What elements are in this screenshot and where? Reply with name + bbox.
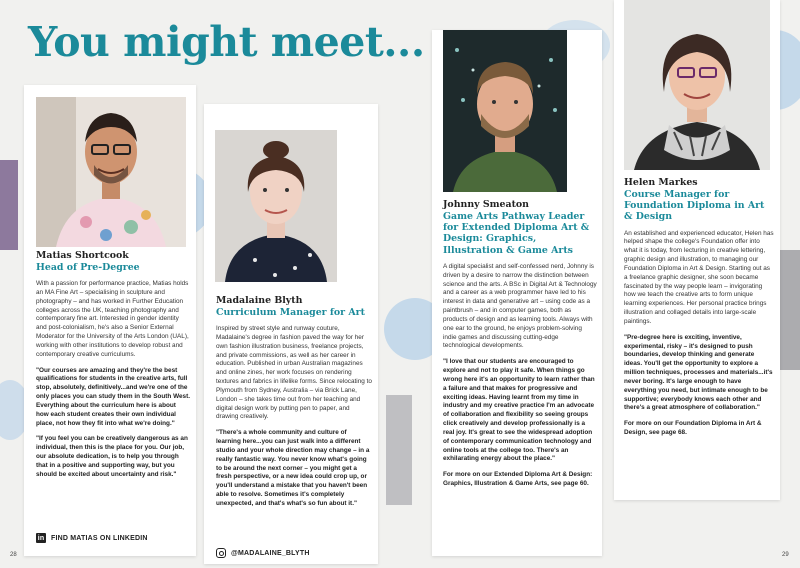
ink-scribble [386,395,412,505]
profile-card-helen [614,0,780,500]
person-role: Course Manager for Foundation Diploma in Art & Design [624,188,765,223]
profile-photo [36,97,186,247]
page-number-left: 28 [10,552,17,558]
person-bio: A digital specialist and self-confessed nerd, Johnny is driven by a desire to narrow the distinction between science and the arts. A BSc in Digital Art & Technology and a career as a web programmer have led to his interest in data and generative art – using code as a paintbrush – and in computer games, both as products of design and as learning tools. Always with one ear to the ground, he enjoys problem-solving indie games and discussing cutting-edge technological developments. [443,262,597,350]
person-bio: With a passion for performance practice, Matias holds an MA Fine Art – specialising in sculpture and photography – and has worked in Further Education colleges across the UK, teaching photography and contemporary fine art. Interested in gender identity and post-colonialism, he's also a Senior External Moderator for the University of the Arts London (UAL), working with other institutions to develop robust and contemporary creative curriculums. [36,280,189,358]
more-info-link[interactable]: For more on our Extended Diploma Art & Design: Graphics, Illustration & Game Arts, see page 60. [443,471,593,487]
instagram-link[interactable] [216,548,310,558]
linkedin-icon: in [37,534,45,542]
person-quote: "Pre-degree here is exciting, inventive, experimental, risky – it's designed to push boundaries, develop thinking and generate ideas. You'll get the opportunity to explore a million techniques, processes and materials...it's never boring. It's large enough to have everything you need, but intimate enough to be supportive; everybody knows each other and there's a great atmosphere of collaboration." [624,333,773,412]
profile-card-johnny [432,30,602,556]
person-name: Madalaine Blyth [216,295,303,306]
person-quote: "Our courses are amazing and they're the best qualifications for students in the creative arts, full stop, absolutely, definitively...and we're one of the only places you can study them in the South West. Everything about the curriculum here is about how each student creates their own individual place, not how they fit into what we're doing." [36,366,190,427]
person-quote: "I love that our students are encouraged to explore and not to play it safe. When things go wrong here it's an opportunity to learn rather than a failure and that makes for progressive and exciting ideas. Having learnt from my time in industry and my creative practice I'm an advocate of collaboration and flexibility so seeing groups click creatively and develop professionally is a real joy. It's great to see the widespread adoption of contemporary communication technology and online tools at the college too. There's an exhilarating energy about the place." [443,358,595,463]
person-role: Game Arts Pathway Leader for Extended Diploma Art & Design: Graphics, Illustration & Game Arts [443,210,590,256]
person-quote: "If you feel you can be creatively dangerous as an individual, then this is the place for you. Our job, our absolute dedication, is to help you through that in a positive and supporting way, but you should be excited about uncertainty and risk." [36,435,188,478]
person-quote: "There's a whole community and culture of learning here...you can just walk into a different studio and your whole direction may change – in a really fantastic way. You never know what's going to be around the next corner – you might get a fresh perspective, or a new idea could crop up, or you'll understand a mistake that you haven't been able to resolve. Sometimes it's completely unexpected, and that's what's so fun about it." [216,429,370,507]
person-name: Johnny Smeaton [443,199,529,210]
person-role: Head of Pre-Degree [36,261,140,273]
instagram-icon [216,548,226,558]
linkedin-link[interactable] [36,533,148,543]
page-headline: You might meet... [28,18,425,66]
social-label: FIND MATIAS ON LINKEDIN [51,534,148,542]
person-name: Matias Shortcook [36,250,129,261]
profile-photo [215,130,337,282]
portrait-illustration [443,30,567,192]
person-bio: Inspired by street style and runway couture, Madalaine's degree in fashion paved the way for her own fashion illustration business, freelance projects, and private commissions, as well as her career in education. Published in urban Australian magazines and online zines, her work focuses on rendering textures and fabrics in lifelike forms. Since relocating to Plymouth from Sydney, Australia – via Brick Lane, London – she takes time out from her teaching and digital design work by putting pen to paper, and drawing creatively. [216,325,372,421]
portrait-illustration [624,0,770,170]
profile-photo [443,30,567,192]
more-info-link[interactable]: For more on our Foundation Diploma in Art & Design, see page 68. [624,420,762,437]
person-bio: An established and experienced educator, Helen has helped shape the college's Foundation offer into what it is today, from lecturing in creative lettering, graphic design and illustration, to managing our Foundation Diploma in Art & Design. Starting out as a freelance graphic designer, she soon became fascinated by the way people learn – invigorating how we teach the creative arts to form unique learning experiences. Her personal practice brings illustration and collaged details into large-scale paintings. [624,229,774,325]
portrait-illustration [36,97,186,247]
person-role: Curriculum Manager for Art [216,306,365,318]
profile-photo [624,0,770,170]
person-name: Helen Markes [624,177,698,188]
ink-scribble [0,160,18,250]
profile-card-matias [24,85,196,556]
page-number-right: 29 [782,552,789,558]
social-label: @MADALAINE_BLYTH [231,549,310,557]
profile-card-madalaine [204,104,378,564]
portrait-illustration [215,130,337,282]
